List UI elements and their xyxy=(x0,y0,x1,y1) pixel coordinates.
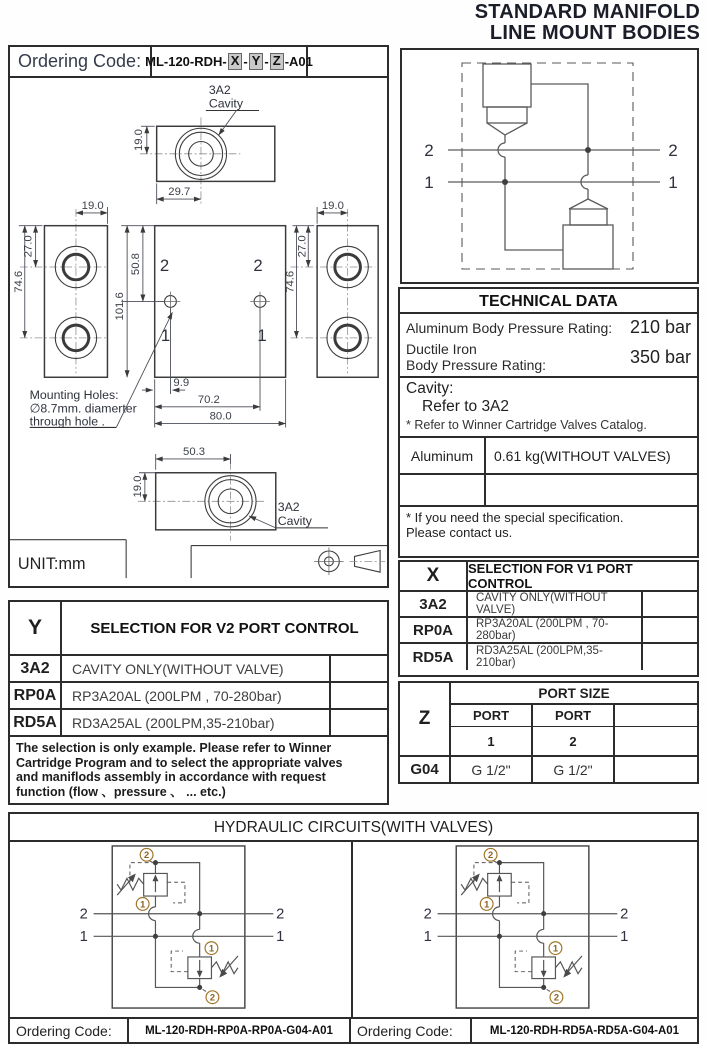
iron-rating-label-line2: Body Pressure Rating: xyxy=(406,357,547,373)
hydraulic-circuits-panel xyxy=(8,812,699,1044)
x-row-rp0a-empty xyxy=(641,618,697,642)
schematic-port1-left: 1 xyxy=(424,173,434,192)
port1-number: 1 xyxy=(451,727,533,755)
y-row-rp0a-code: RP0A xyxy=(10,683,62,708)
circuit-lines xyxy=(438,863,618,988)
circled-number-2 xyxy=(484,848,497,861)
code-z-placeholder: Z xyxy=(270,53,284,69)
x-row-3a2-empty xyxy=(641,592,697,616)
pilot-dashed-lines xyxy=(474,861,552,993)
hydraulic-circuit-rp0a xyxy=(72,843,290,1010)
z-table-body xyxy=(451,683,697,782)
cavity-callout-bottom-line1: 3A2 xyxy=(277,500,300,515)
port1-header-label: PORT xyxy=(451,705,533,726)
circuit-ordering-codes-row xyxy=(10,1017,697,1042)
x-row-rd5a-empty xyxy=(641,644,697,670)
technical-data-header: TECHNICAL DATA xyxy=(400,289,697,314)
circuit-port1-left: 1 xyxy=(423,929,432,946)
port-header-empty xyxy=(615,705,697,726)
note-line2: Cartridge Program and to select the appropriate valves xyxy=(16,755,343,770)
cavity-callout-bottom-line2: Cavity xyxy=(277,513,312,528)
y-table-key: Y xyxy=(10,602,62,654)
technical-data-panel xyxy=(398,287,699,558)
ordering-code-value xyxy=(145,47,313,76)
dim-19-left: 19.0 xyxy=(81,199,104,212)
y-row-rd5a-code: RD5A xyxy=(10,710,62,735)
dim-50-8: 50.8 xyxy=(129,253,142,276)
circled-number-2 xyxy=(206,991,219,1004)
circuit-port2-right: 2 xyxy=(275,906,284,923)
unit-label: UNIT:mm xyxy=(17,555,86,574)
ordering-code-label: Ordering Code: xyxy=(18,51,142,71)
port-label-row xyxy=(451,705,697,727)
note-line3: and maniflods assembly in accordance with request xyxy=(16,770,326,784)
dim-74-6-right: 74.6 xyxy=(284,270,297,293)
x-row-3a2-desc: CAVITY ONLY(WITHOUT VALVE) xyxy=(476,592,608,616)
y-row-rp0a-desc: RP3A20AL (200LPM , 70-280bar) xyxy=(72,687,282,704)
pressure-rating-iron-row xyxy=(400,341,697,378)
note-line1: The selection is only example. Please refer to Winner xyxy=(16,741,332,755)
mounting-note-line1: Mounting Holes: xyxy=(29,387,119,402)
x-table-key: X xyxy=(400,562,468,590)
projection-symbol-icon xyxy=(314,548,385,576)
cavity-plug-top xyxy=(483,64,531,135)
hydraulic-circuits-header: HYDRAULIC CIRCUITS(WITH VALVES) xyxy=(10,814,697,842)
schematic-lines xyxy=(448,84,660,250)
x-selection-table xyxy=(398,560,699,677)
circled-number-1 xyxy=(205,942,218,955)
port2-number: 2 xyxy=(533,727,615,755)
svg-text:2: 2 xyxy=(553,992,560,1003)
x-row-rd5a-desc: RD3A25AL (200LPM,35-210bar) xyxy=(476,645,603,669)
weight-row xyxy=(400,438,697,475)
catalog-note: * Refer to Winner Cartridge Valves Catalog. xyxy=(406,418,647,432)
svg-text:2: 2 xyxy=(209,992,215,1003)
x-row-3a2-code: 3A2 xyxy=(400,592,468,616)
code-x-placeholder: X xyxy=(228,53,243,69)
schematic-port1-right: 1 xyxy=(668,173,678,192)
cavity-info xyxy=(400,378,697,416)
ordering-code-label-right: Ordering Code: xyxy=(351,1019,472,1042)
special-spec-note-line2: Please contact us. xyxy=(406,525,513,540)
svg-text:1: 1 xyxy=(139,899,145,910)
circuit-right-cell xyxy=(353,842,697,1017)
special-spec-note xyxy=(400,507,697,543)
dim-19-right: 19.0 xyxy=(321,199,344,212)
table-row xyxy=(10,656,387,683)
y-row-rd5a-empty xyxy=(329,710,387,735)
aluminum-rating-label: Aluminum Body Pressure Rating: xyxy=(406,319,613,336)
dim-70-2: 70.2 xyxy=(197,393,220,406)
circled-number-2 xyxy=(550,991,563,1004)
z-port-size-table xyxy=(398,681,699,784)
port2-label-right: 2 xyxy=(253,255,263,275)
junction-dot xyxy=(502,179,508,185)
weight-value: 0.61 kg(WITHOUT VALVES) xyxy=(494,447,671,464)
dim-80: 80.0 xyxy=(209,410,232,423)
table-row xyxy=(10,710,387,737)
weight-empty-cell2 xyxy=(486,475,697,505)
iron-rating-label-line1: Ductile Iron xyxy=(406,341,477,357)
ordering-code-row xyxy=(10,47,387,78)
schematic-port2-left: 2 xyxy=(424,141,434,160)
aluminum-rating-value: 210 bar xyxy=(629,317,691,337)
y-row-3a2-desc: CAVITY ONLY(WITHOUT VALVE) xyxy=(72,660,284,677)
ordering-code-label-left: Ordering Code: xyxy=(10,1019,129,1042)
mounting-note-line3: through hole . xyxy=(29,414,105,429)
pilot-dashed-lines xyxy=(129,861,207,993)
port-number-empty xyxy=(615,727,697,755)
weight-empty-row xyxy=(400,475,697,505)
port2-header-label: PORT xyxy=(533,705,615,726)
y-table-title: SELECTION FOR V2 PORT CONTROL xyxy=(90,619,359,637)
dim-74-6-left: 74.6 xyxy=(12,270,25,293)
circled-number-1 xyxy=(549,942,562,955)
code-prefix: ML-120-RDH- xyxy=(145,54,227,69)
weight-empty-cell1 xyxy=(400,475,486,505)
cavity-callout-top-line1: 3A2 xyxy=(208,82,231,97)
g04-port1-size: G 1/2" xyxy=(451,757,533,782)
port-number-row xyxy=(451,727,697,757)
circled-number-1 xyxy=(136,898,149,911)
circuit-lines xyxy=(93,863,273,988)
special-spec-note-line1: * If you need the special specification. xyxy=(406,510,624,525)
dim-101-6: 101.6 xyxy=(114,292,127,321)
manifold-boundary xyxy=(462,63,633,269)
drawing-panel xyxy=(8,45,389,588)
valve-arrow-up xyxy=(152,874,158,881)
iron-rating-value: 350 bar xyxy=(629,346,691,367)
ordering-code-value-left: ML-120-RDH-RP0A-RP0A-G04-A01 xyxy=(129,1019,351,1042)
cavity-value: Refer to 3A2 xyxy=(422,398,510,415)
z-table-key: Z xyxy=(400,683,449,757)
valve-arrow-down xyxy=(541,971,547,978)
cavity-plug-bottom xyxy=(563,199,613,269)
ordering-code-value-right: ML-120-RDH-RD5A-RD5A-G04-A01 xyxy=(489,1024,680,1037)
x-table-header-row xyxy=(400,562,697,592)
dim-29-7: 29.7 xyxy=(168,186,191,199)
dim-9-9: 9.9 xyxy=(173,377,190,390)
svg-text:1: 1 xyxy=(484,899,490,910)
circuit-port1-right: 1 xyxy=(275,929,284,946)
circuit-port2-left: 2 xyxy=(423,906,432,923)
mounting-note-line2: ∅8.7mm. diamerter xyxy=(29,401,137,416)
svg-text:1: 1 xyxy=(552,943,559,954)
hydraulic-circuit-rd5a xyxy=(416,843,634,1010)
port1-label-left: 1 xyxy=(160,325,171,345)
g04-port2-size: G 1/2" xyxy=(533,757,615,782)
valve-arrow-down xyxy=(196,971,202,978)
circuit-port2-right: 2 xyxy=(620,906,629,923)
y-table-header-row xyxy=(10,602,387,656)
table-row xyxy=(10,683,387,710)
y-row-rd5a-desc: RD3A25AL (200LPM,35-210bar) xyxy=(72,714,275,731)
port2-label-left: 2 xyxy=(159,255,170,275)
x-table-title: SELECTION FOR V1 PORT CONTROL xyxy=(468,561,633,591)
schematic-panel xyxy=(400,48,699,284)
code-sep1: - xyxy=(243,54,248,69)
dim-27-right: 27.0 xyxy=(296,235,309,258)
page-title xyxy=(475,2,700,44)
weight-table xyxy=(400,436,697,507)
y-row-3a2-empty xyxy=(329,656,387,681)
weight-material: Aluminum xyxy=(400,438,486,473)
cavity-callout-top-line2: Cavity xyxy=(208,96,244,111)
svg-text:2: 2 xyxy=(143,850,149,861)
code-sep2: - xyxy=(264,54,269,69)
y-selection-table xyxy=(8,600,389,805)
circuit-port2-left: 2 xyxy=(79,906,88,923)
schematic-port2-right: 2 xyxy=(668,141,678,160)
note-line4: function (flow 、pressure 、 ... etc.) xyxy=(16,784,226,799)
dimension-drawing xyxy=(10,80,387,586)
table-row xyxy=(400,644,697,670)
junction-dot xyxy=(585,147,591,153)
port-size-header: PORT SIZE xyxy=(451,683,697,705)
cavity-label: Cavity: xyxy=(406,380,454,397)
svg-text:2: 2 xyxy=(488,850,494,861)
g04-row xyxy=(451,757,697,782)
iron-rating-label xyxy=(406,341,630,373)
circuits-body xyxy=(10,842,697,1017)
page-title-line2: LINE MOUNT BODIES xyxy=(489,22,700,44)
port1-label-right: 1 xyxy=(257,325,267,345)
page-title-line1: STANDARD MANIFOLD xyxy=(474,1,700,23)
z-row-code: G04 xyxy=(410,761,439,778)
z-key-column xyxy=(400,683,451,782)
y-row-3a2-code: 3A2 xyxy=(10,656,62,681)
y-row-rp0a-empty xyxy=(329,683,387,708)
code-y-placeholder: Y xyxy=(249,53,264,69)
dim-19-bottom: 19.0 xyxy=(131,475,144,498)
dim-19-top: 19.0 xyxy=(132,129,145,152)
circuit-port1-right: 1 xyxy=(620,929,629,946)
front-view xyxy=(155,226,286,378)
svg-text:1: 1 xyxy=(208,943,214,954)
valve-arrow-up xyxy=(497,874,503,881)
x-row-rd5a-code: RD5A xyxy=(400,644,468,670)
x-row-rp0a-code: RP0A xyxy=(400,618,468,642)
pressure-rating-aluminum-row xyxy=(400,314,697,341)
circled-number-1 xyxy=(480,898,493,911)
table-row xyxy=(400,618,697,644)
table-row xyxy=(400,592,697,618)
circled-number-2 xyxy=(140,848,153,861)
code-suffix: -A01 xyxy=(284,54,313,69)
selection-example-note xyxy=(10,737,387,803)
g04-empty xyxy=(615,757,697,782)
dim-50-3: 50.3 xyxy=(183,446,206,459)
circuit-port1-left: 1 xyxy=(79,929,88,946)
dim-27-left: 27.0 xyxy=(22,235,35,258)
cavity-schematic xyxy=(402,50,697,282)
circuit-left-cell xyxy=(10,842,353,1017)
x-row-rp0a-desc: RP3A20AL (200LPM , 70-280bar) xyxy=(476,618,609,642)
